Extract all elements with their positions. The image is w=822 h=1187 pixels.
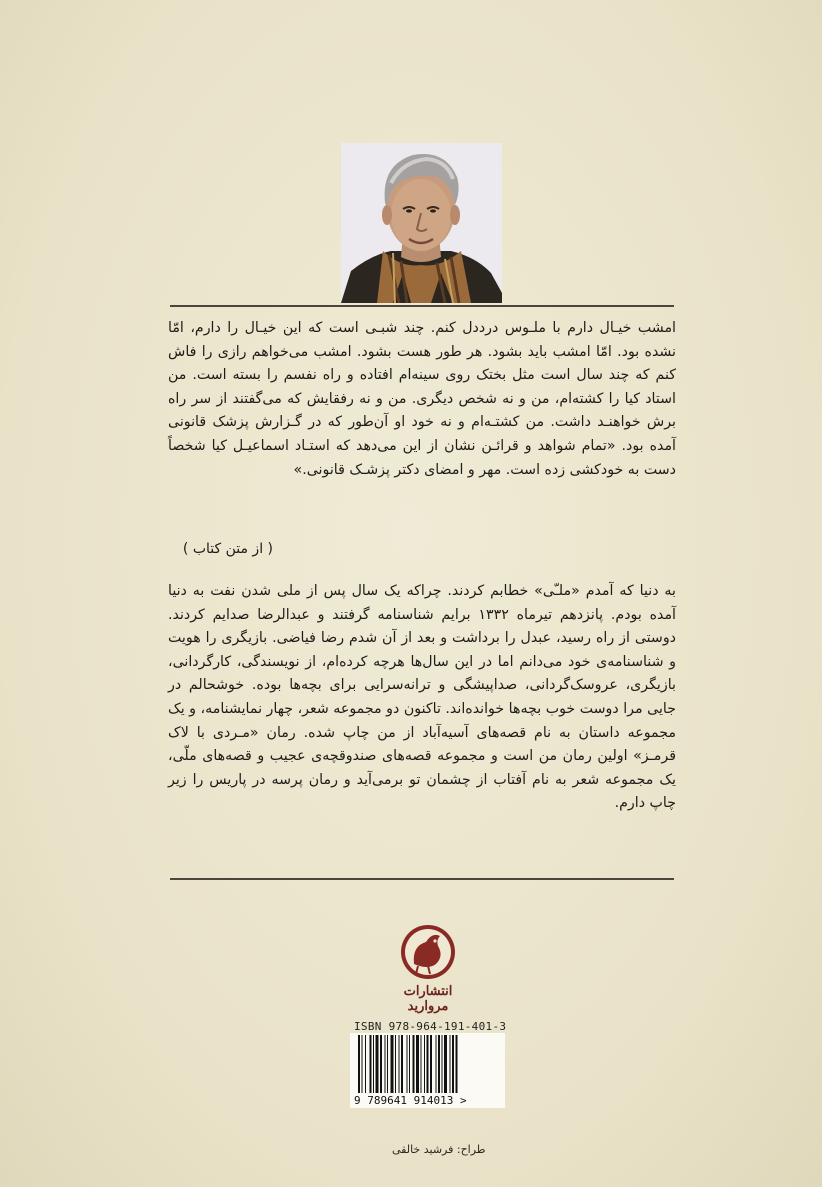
author-portrait-image — [341, 143, 502, 303]
publisher-name: انتشارات مروارید — [403, 984, 453, 1014]
cover-designer-credit: طراح: فرشید خالقی — [392, 1143, 486, 1156]
barcode-digits: 9 789641 914013 > — [354, 1094, 467, 1107]
isbn-label: ISBN 978-964-191-401-3 — [354, 1020, 507, 1033]
isbn-barcode — [350, 1033, 505, 1108]
author-biography: به دنیا که آمدم «ملـّی» خطابم کردند. چراکه یک سال پس از ملی شدن نفت به دنیا آمده بودم. پانزدهم تیرماه ۱۳۳۲ برایم شناسنامه گرفتند و عبدالرضا صدایم کردند. دوستی از راه رسید، عبدل را برداشت و بعد از آن شدم رضا فیاضی. بازیگری را هویت و شناسنامه‌ی خود می‌دانم اما در این سال‌ها هرچه کرده‌ام، از نویسندگی، کارگردانی، بازیگری، عروسک‌گردانی، صداپیشگی و ترانه‌سرایی برای بچه‌ها بوده. خوشحالم در جایی مرا دوست خوب بچه‌ها خوانده‌اند. تاکنون دو مجموعه شعر، چهار نمایشنامه، و یک مجموعه داستان به نام قصه‌های آسیه‌آباد از من چاپ شده. رمان «مـردی با لاک قرمـز» اولین رمان من است و مجموعه قصه‌های صندوقچه‌ی عجیب و قصه‌های ملّی، یک مجموعه شعر به نام آفتاب از چشمان تو برمی‌آید و رمان پرسه در پاریس را زیر چاپ دارم. — [168, 583, 676, 812]
author-photo — [341, 143, 502, 303]
bottom-divider — [170, 878, 674, 880]
excerpt-source: ( از متن کتاب ) — [182, 541, 273, 557]
book-excerpt: امشب خیـال دارم با ملـوس درددل کنم. چند شبـی است که این خیـال را دارم، امّا نشده بود. امّا امشب باید بشود. هر طور هست بشود. امشب می‌خواهم رازی را فاش کنم که چند سال است مثل بختک روی سینه‌ام افتاده و راه نفسم را بسته است. من استاد کیا را کشته‌ام، من و نه شخص دیگری. من و نه رفقایش که می‌گفتند از سر راه برش خواهنـد داشت. من کشتـه‌ام و نه خود او آن‌طور که در گـزارش پزشک قانونی آمده بود. «تمام شواهد و قرائـن نشان از این می‌دهد که استـاد اسماعیـل کیا شخصاً دست به خودکشی زده است. مهر و امضای دکتر پزشـک قانونی.» — [168, 320, 676, 478]
top-divider — [170, 305, 674, 307]
barcode-image — [350, 1033, 505, 1108]
